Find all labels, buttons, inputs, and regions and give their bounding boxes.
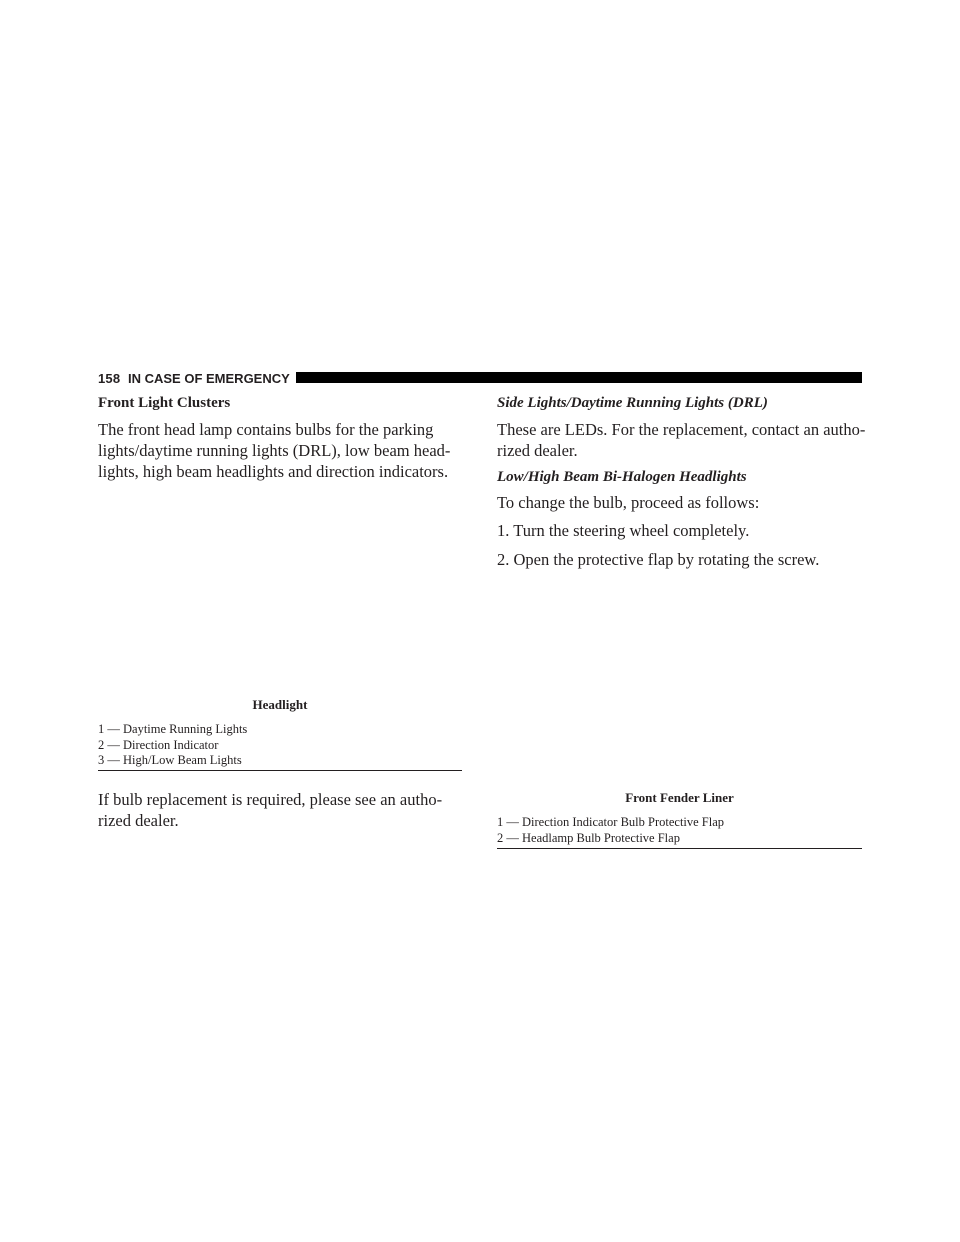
procedure-intro: To change the bulb, proceed as follows: <box>497 493 760 512</box>
legend-item: 1 — Direction Indicator Bulb Protective Flap <box>497 815 725 829</box>
header-bar <box>296 372 862 383</box>
figure-legend-headlight <box>98 722 247 769</box>
heading-bi-halogen-headlights: Low/High Beam Bi-Halogen Headlights <box>497 469 747 485</box>
legend-item: 2 — Direction Indicator <box>98 737 219 752</box>
step-2: 2. Open the protective flap by rotating the screw. <box>497 550 820 569</box>
text-line: These are LEDs. For the replacement, contact an autho- <box>497 420 866 439</box>
heading-front-light-clusters: Front Light Clusters <box>98 395 231 411</box>
paragraph-front-head-lamp <box>98 419 468 482</box>
step-1: 1. Turn the steering wheel completely. <box>497 521 750 540</box>
legend-item: 3 — High/Low Beam Lights <box>98 753 242 767</box>
front-fender-liner-figure <box>497 580 862 780</box>
figure-title-front-fender-liner: Front Fender Liner <box>625 790 734 805</box>
page-number: 158 <box>98 371 121 386</box>
page-header <box>98 370 862 386</box>
paragraph-bulb-replacement <box>98 789 468 831</box>
legend-item: 2 — Headlamp Bulb Protective Flap <box>497 830 680 845</box>
text-line: lights/daytime running lights (DRL), low beam head- <box>98 441 451 460</box>
text-line: rized dealer. <box>497 441 578 460</box>
headlight-figure <box>98 485 462 690</box>
legend-item: 1 — Daytime Running Lights <box>98 722 248 736</box>
text-line: rized dealer. <box>98 811 179 830</box>
figure-rule <box>98 770 462 771</box>
section-title: IN CASE OF EMERGENCY <box>128 371 290 386</box>
text-line: lights, high beam headlights and direction indicators. <box>98 462 449 481</box>
figure-title-headlight: Headlight <box>252 697 308 712</box>
heading-side-lights-drl: Side Lights/Daytime Running Lights (DRL) <box>497 395 768 411</box>
text-line: If bulb replacement is required, please see an autho- <box>98 790 443 809</box>
paragraph-leds <box>497 419 867 461</box>
figure-legend-front-fender-liner <box>497 815 724 846</box>
text-line: The front head lamp contains bulbs for the parking <box>98 420 434 439</box>
figure-rule <box>497 848 862 849</box>
